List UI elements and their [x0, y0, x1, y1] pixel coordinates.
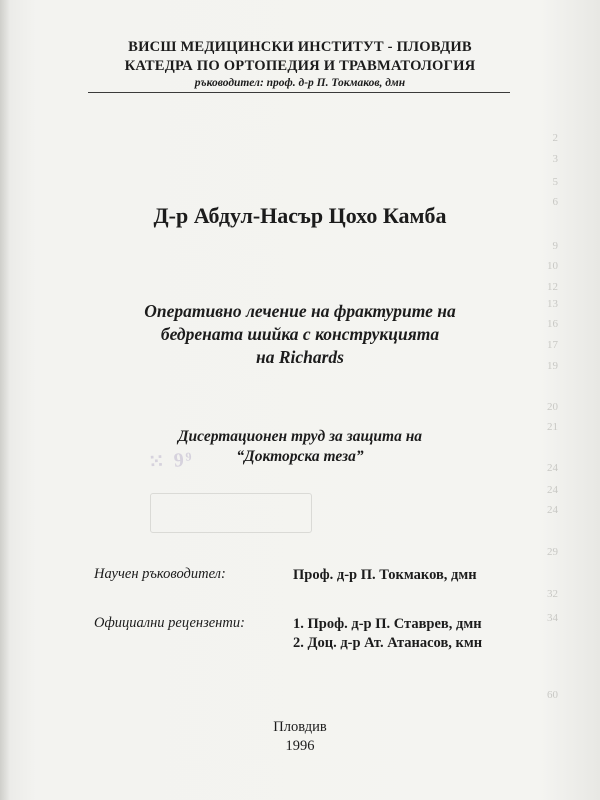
bleed-through-text: 24	[547, 462, 558, 474]
city: Пловдив	[273, 719, 327, 735]
bleed-through-text: 20	[547, 401, 558, 413]
title-line: бедрената шийка с конструкцията	[160, 324, 440, 344]
department-name: КАТЕДРА ПО ОРТОПЕДИЯ И ТРАВМАТОЛОГИЯ	[124, 58, 476, 74]
bleed-through-text: 17	[547, 339, 558, 351]
bleed-through-text: 2	[552, 132, 558, 144]
header-divider	[88, 92, 510, 93]
bleed-through-text: 10	[547, 260, 558, 272]
department-head: ръководител: проф. д-р П. Токмаков, дмн	[194, 77, 406, 89]
bleed-through-text: 5	[552, 176, 558, 188]
reviewers-list	[293, 615, 482, 653]
bleed-through-text: 34	[547, 612, 558, 624]
bleed-through-text: 24	[547, 484, 558, 496]
bleed-through-text: 16	[547, 318, 558, 330]
thesis-line: Дисертационен труд за защита на	[177, 428, 423, 445]
institution-header	[0, 38, 600, 91]
binding-shadow	[0, 0, 10, 800]
place-and-year	[0, 718, 600, 756]
bleed-through-text: 21	[547, 421, 558, 433]
bleed-through-text: 3	[552, 153, 558, 165]
library-stamp-shadow	[150, 493, 312, 533]
year: 1996	[285, 738, 315, 754]
stamp-number-shadow: ⁙ 9⁹	[147, 448, 195, 474]
bleed-through-text: 60	[547, 689, 558, 701]
title-line: на Richards	[256, 347, 344, 367]
bleed-through-text: 9	[552, 240, 558, 252]
reviewers-label: Официални рецензенти:	[94, 615, 245, 631]
reviewer-first: 1. Проф. д-р П. Ставрев, дмн	[293, 616, 482, 632]
reviewer-second: 2. Доц. д-р Ат. Атанасов, кмн	[293, 635, 483, 651]
bleed-through-text: 12	[547, 281, 558, 293]
thesis-line: “Докторска теза”	[236, 448, 364, 465]
title-line: Оперативно лечение на фрактурите на	[144, 301, 456, 321]
bleed-through-text: 6	[552, 196, 558, 208]
bleed-through-text: 29	[547, 546, 558, 558]
dissertation-title	[60, 300, 540, 369]
bleed-through-text: 24	[547, 504, 558, 516]
supervisor-name: Проф. д-р П. Токмаков, дмн	[293, 567, 477, 583]
thesis-description	[60, 427, 540, 467]
bleed-through-text: 32	[547, 588, 558, 600]
supervisor-label: Научен ръководител:	[94, 566, 226, 582]
bleed-through-text: 13	[547, 298, 558, 310]
bleed-through-text: 19	[547, 360, 558, 372]
author-name: Д-р Абдул-Насър Цохо Камба	[153, 203, 447, 228]
institute-name: ВИСШ МЕДИЦИНСКИ ИНСТИТУТ - ПЛОВДИВ	[128, 39, 472, 55]
